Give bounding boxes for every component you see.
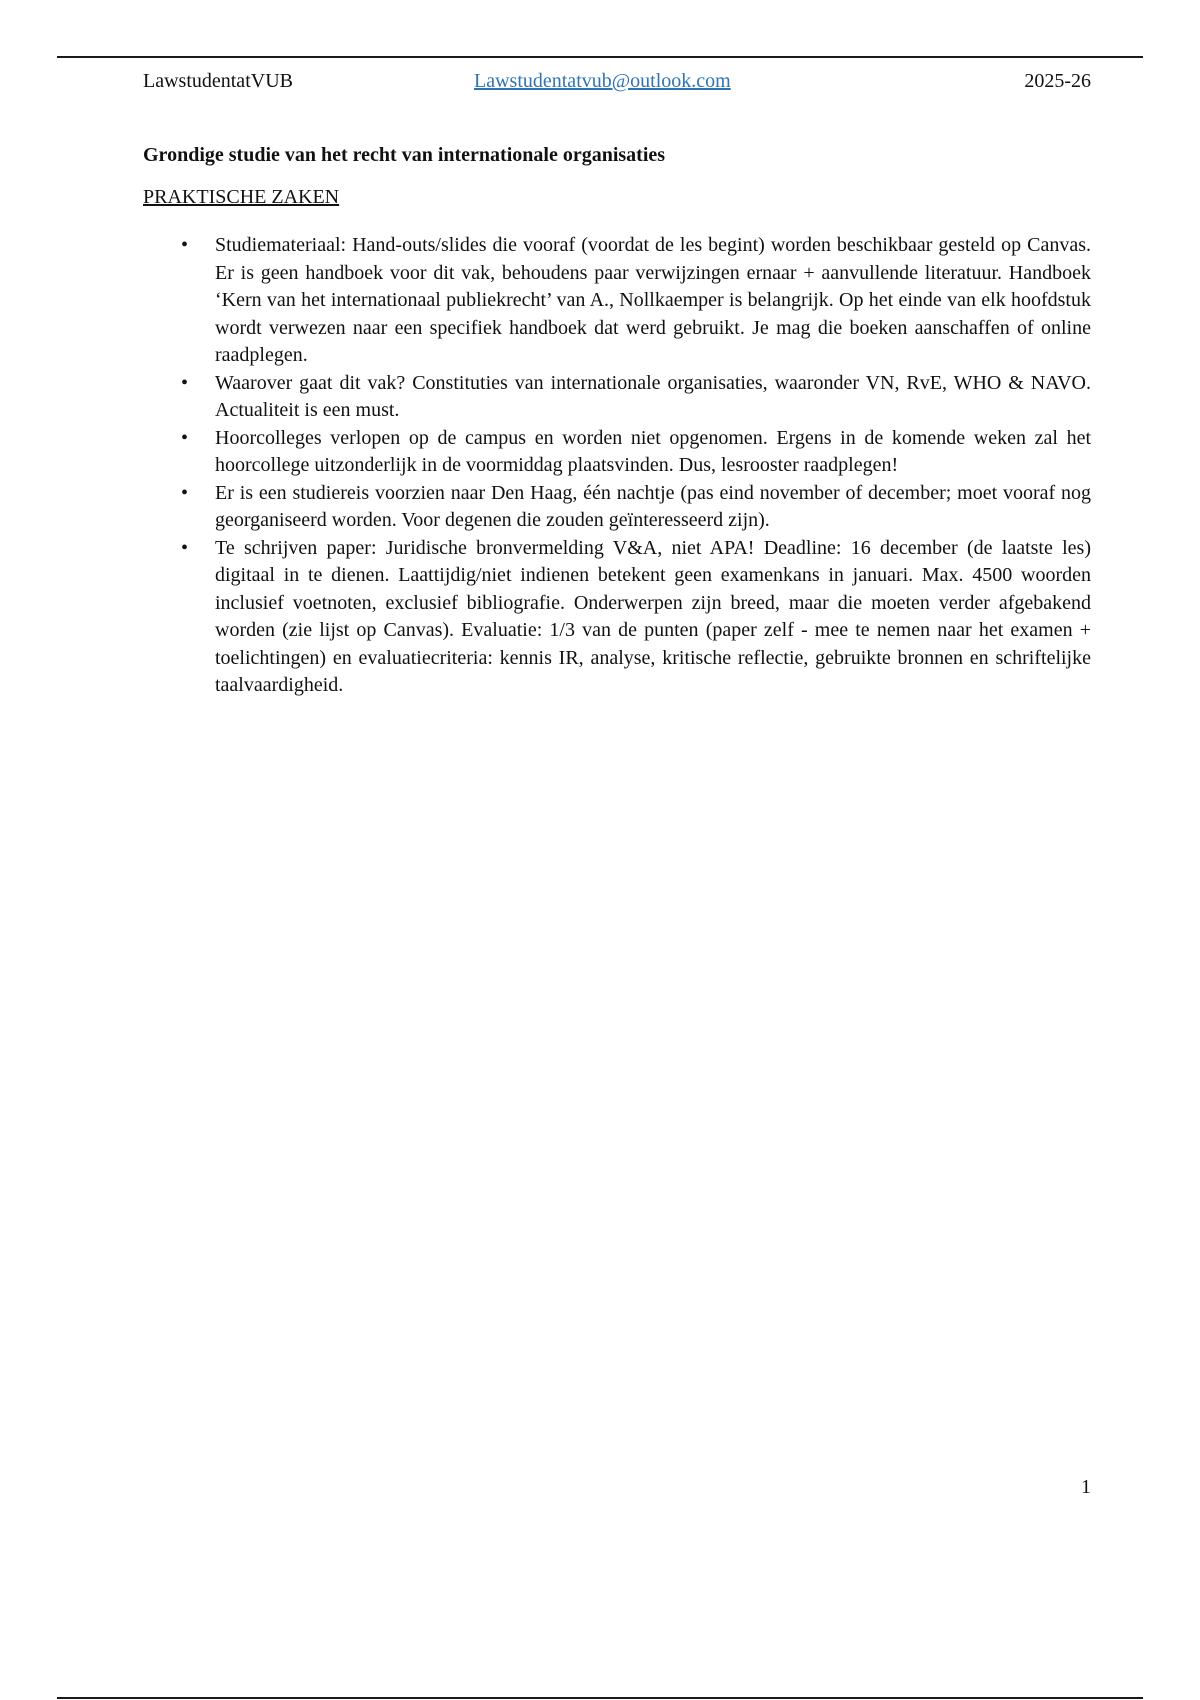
header-divider [57,56,1143,58]
list-item-text: Waarover gaat dit vak? Constituties van internationale organisaties, waaronder VN, RvE, WHO & NAVO. Actualiteit is een must. [215,371,1091,421]
list-item-text: Hoorcolleges verlopen op de campus en worden niet opgenomen. Ergens in de komende weken zal het hoorcollege uitzonderlijk in de voormiddag plaatsvinden. Dus, lesrooster raadplegen! [215,426,1091,476]
list-item [143,535,1091,700]
header-email-link[interactable]: Lawstudentatvub@outlook.com [474,70,731,92]
page-number: 1 [1081,1476,1091,1498]
section-heading: PRAKTISCHE ZAKEN [143,186,340,208]
list-item [143,480,1091,535]
page-header [143,70,1091,98]
list-item [143,425,1091,480]
list-item-text: Te schrijven paper: Juridische bronvermelding V&A, niet APA! Deadline: 16 december (de laatste les) digitaal in te dienen. Laattijdig/niet indienen betekent geen examenkans in januari. Max. 4500 woorden inclusief voetnoten, exclusief bibliografie. Onderwerpen zijn breed, maar die moeten verder afgebakend worden (zie lijst op Canvas). Evaluatie: 1/3 van de punten (paper zelf - mee te nemen naar het examen + toelichtingen) en evaluatiecriteria: kennis IR, analyse, kritische reflectie, gebruikte bronnen en schriftelijke taalvaardigheid. [215,536,1091,696]
bullet-list [143,232,1091,700]
list-item [143,232,1091,370]
bullet-icon: • [181,536,189,559]
bullet-icon: • [181,426,189,449]
bullet-icon: • [181,234,189,256]
footer-divider [57,1697,1143,1699]
bullet-icon: • [181,481,189,504]
list-item [143,370,1091,425]
header-author: LawstudentatVUB [143,70,293,92]
document-title: Grondige studie van het recht van internationale organisaties [143,144,666,166]
header-year: 2025-26 [1024,70,1091,92]
list-item-text: Er is een studiereis voorzien naar Den Haag, één nachtje (pas eind november of december; moet vooraf nog georganiseerd worden. Voor degenen die zouden geïnteresseerd zijn). [215,481,1091,531]
list-item-text: Studiemateriaal: Hand-outs/slides die vooraf (voordat de les begint) worden beschikbaar gesteld op Canvas. Er is geen handboek voor dit vak, behoudens paar verwijzingen ernaar + aanvullende literatuur. Handboek ‘Kern van het internationaal publiekrecht’ van A., Nollkaemper is belangrijk. Op het einde van elk hoofdstuk wordt verwezen naar een specifiek handboek dat werd gebruikt. Je mag die boeken aanschaffen of online raadplegen. [215,234,1091,366]
bullet-icon: • [181,371,189,394]
